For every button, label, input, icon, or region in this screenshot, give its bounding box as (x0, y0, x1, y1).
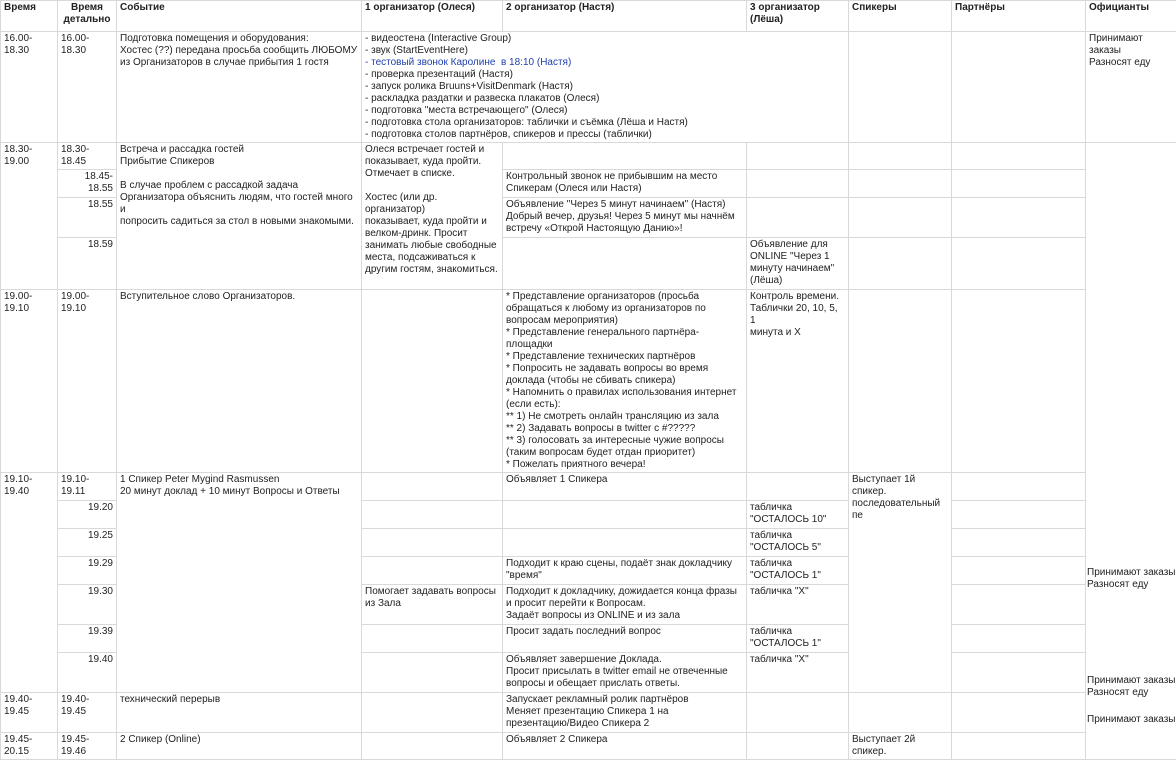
cell-org3[interactable]: табличка "ОСТАЛОСЬ 1" (747, 625, 849, 653)
waiters-note-block5: Принимают заказы Разносят еду (1087, 675, 1175, 699)
cell-org3[interactable]: Объявление для ONLINE "Через 1 минуту начинаем" (Лёша) (747, 238, 849, 290)
header-waiters[interactable]: Официанты (1086, 1, 1176, 32)
cell-org1[interactable] (362, 733, 503, 760)
cell-partners[interactable] (952, 170, 1086, 198)
cell-event[interactable]: Подготовка помещения и оборудования: Хостес (??) передана просьба сообщить ЛЮБОМУ из Организаторов в случае прибытия 1 гостя (117, 32, 362, 143)
org-tasks-b: - проверка презентаций (Настя) - запуск ролика Bruuns+VisitDenmark (Настя) - раскладка раздатки и развеска плакатов (Олеся) - подготовка "места встречающего" (Олеся) - подготовка стола организаторов: таблички и съёмка (Лёша и Настя) - подготовка столов партнёров, спикеров и прессы (таблички) (365, 69, 688, 140)
cell-org1[interactable] (362, 625, 503, 653)
cell-org2[interactable]: Подходит к докладчику, дожидается конца фразы и просит перейти к Вопросам. Задаёт вопросы из ONLINE и из зала (503, 585, 747, 625)
cell-org2[interactable]: Просит задать последний вопрос (503, 625, 747, 653)
cell-org1[interactable] (362, 501, 503, 529)
waiters-note-block4: Принимают заказы Разносят еду (1087, 567, 1175, 591)
cell-org3[interactable]: табличка "Х" (747, 653, 849, 693)
cell-partners[interactable] (952, 585, 1086, 625)
cell-org2[interactable]: Объявляет завершение Доклада. Просит присылать в twitter email не отвеченные вопросы и обещает прислать ответы. (503, 653, 747, 693)
cell-org3[interactable]: Контроль времени. Таблички 20, 10, 5, 1 минута и Х (747, 290, 849, 473)
cell-org2[interactable] (503, 501, 747, 529)
cell-time[interactable]: 18.30-19.00 (1, 143, 58, 290)
cell-org3[interactable] (747, 733, 849, 760)
cell-org2[interactable]: Контрольный звонок не прибывшим на место Спикерам (Олеся или Настя) (503, 170, 747, 198)
cell-org1[interactable] (362, 653, 503, 693)
waiters-note-block6: Принимают заказы (1087, 714, 1175, 726)
cell-speakers[interactable] (849, 238, 952, 290)
cell-time-detail[interactable]: 18.59 (58, 238, 117, 290)
cell-org1[interactable]: Помогает задавать вопросы из Зала (362, 585, 503, 625)
cell-time-detail[interactable]: 19.00-19.10 (58, 290, 117, 473)
cell-partners[interactable] (952, 290, 1086, 473)
cell-event[interactable]: 2 Спикер (Online) (117, 733, 362, 760)
cell-org1[interactable]: Олеся встречает гостей и показывает, куда пройти. Отмечает в списке. Хостес (или др. организатор) показывает, куда пройти и велком-дринк. Просит занимать любые свободные места, подсаживаться к другим гостям, знакомиться. (362, 143, 503, 290)
cell-time-detail[interactable]: 19.30 (58, 585, 117, 625)
cell-event[interactable]: Встреча и рассадка гостей Прибытие Спикеров В случае проблем с рассадкой задача Организатора объяснить людям, что гостей много и попросить садиться за стол в новыми знакомыми. (117, 143, 362, 290)
cell-event[interactable]: 1 Спикер Peter Mygind Rasmussen 20 минут доклад + 10 минут Вопросы и Ответы (117, 473, 362, 693)
cell-speakers[interactable]: Выступает 1й спикер. последовательный пе (849, 473, 952, 693)
cell-org1[interactable] (362, 529, 503, 557)
cell-org2[interactable] (503, 238, 747, 290)
cell-org2[interactable]: Объявляет 2 Спикера (503, 733, 747, 760)
cell-partners[interactable] (952, 653, 1086, 693)
cell-org3[interactable]: табличка "ОСТАЛОСЬ 1" (747, 557, 849, 585)
header-org3[interactable]: 3 организатор (Лёша) (747, 1, 849, 32)
cell-org3[interactable] (747, 143, 849, 170)
table-row (1, 733, 1176, 760)
cell-org2[interactable]: Подходит к краю сцены, подаёт знак докладчику "время" (503, 557, 747, 585)
cell-time-detail[interactable]: 19.39 (58, 625, 117, 653)
cell-time[interactable]: 16.00-18.30 (1, 32, 58, 143)
cell-partners[interactable] (952, 32, 1086, 143)
table-row (1, 32, 1176, 143)
table-row (1, 473, 1176, 501)
cell-time[interactable]: 19.00-19.10 (1, 290, 58, 473)
cell-time-detail[interactable]: 18.45-18.55 (58, 170, 117, 198)
cell-time-detail[interactable]: 19.20 (58, 501, 117, 529)
cell-time-detail[interactable]: 19.10-19.11 (58, 473, 117, 501)
cell-org3[interactable] (747, 170, 849, 198)
cell-partners[interactable] (952, 238, 1086, 290)
cell-org2[interactable]: Объявление "Через 5 минут начинаем" (Настя) Добрый вечер, друзья! Через 5 минут мы начнём встречу «Открой Настоящую Данию»! (503, 198, 747, 238)
cell-time[interactable]: 19.40-19.45 (1, 693, 58, 733)
cell-partners[interactable] (952, 473, 1086, 501)
cell-speakers[interactable] (849, 143, 952, 170)
cell-org2[interactable] (503, 143, 747, 170)
cell-time-detail[interactable]: 16.00-18.30 (58, 32, 117, 143)
header-event[interactable]: Событие (117, 1, 362, 32)
header-org1[interactable]: 1 организатор (Олеся) (362, 1, 503, 32)
cell-time[interactable]: 19.10-19.40 (1, 473, 58, 693)
cell-org1[interactable] (362, 473, 503, 501)
header-row (1, 1, 1176, 32)
cell-time-detail[interactable]: 18.55 (58, 198, 117, 238)
cell-org3[interactable]: табличка "Х" (747, 585, 849, 625)
cell-partners[interactable] (952, 625, 1086, 653)
cell-org2[interactable]: * Представление организаторов (просьба обращаться к любому из организаторов по вопросам мероприятия) * Представление генерального партнёра-площадки * Представление технических партнёров * Попросить не задавать вопросы во время доклада (чтобы не сбивать спикера) * Напомнить о правилах использования интернет (если есть): ** 1) Не смотреть онлайн трансляцию из зала ** 2) Задавать вопросы в twitter с #????? ** 3) голосовать за интересные чужие вопросы (таким вопросам будет отдан приоритет) * Пожелать приятного вечера! (503, 290, 747, 473)
cell-speakers[interactable] (849, 170, 952, 198)
header-org2[interactable]: 2 организатор (Настя) (503, 1, 747, 32)
cell-org1[interactable] (362, 290, 503, 473)
cell-time[interactable]: 19.45-20.15 (1, 733, 58, 760)
cell-org-tasks[interactable] (362, 32, 849, 143)
cell-org3[interactable]: табличка "ОСТАЛОСЬ 10" (747, 501, 849, 529)
cell-event[interactable]: Вступительное слово Организаторов. (117, 290, 362, 473)
cell-time-detail[interactable]: 19.29 (58, 557, 117, 585)
cell-partners[interactable] (952, 143, 1086, 170)
cell-waiters[interactable]: Принимают заказы Разносят еду (1086, 32, 1176, 143)
header-partners[interactable]: Партнёры (952, 1, 1086, 32)
org-task-call: - тестовый звонок Каролине в 18:10 (Настя) (365, 57, 571, 68)
cell-waiters[interactable] (1086, 143, 1176, 760)
cell-time-detail[interactable]: 18.30-18.45 (58, 143, 117, 170)
table-row (1, 143, 1176, 170)
cell-speakers[interactable] (849, 32, 952, 143)
header-speakers[interactable]: Спикеры (849, 1, 952, 32)
cell-partners[interactable] (952, 557, 1086, 585)
cell-org2[interactable]: Запускает рекламный ролик партнёров Меняет презентацию Спикера 1 на презентацию/Видео Спикера 2 (503, 693, 747, 733)
cell-org3[interactable] (747, 198, 849, 238)
cell-org3[interactable]: табличка "ОСТАЛОСЬ 5" (747, 529, 849, 557)
cell-org2[interactable]: Объявляет 1 Спикера (503, 473, 747, 501)
cell-time-detail[interactable]: 19.45-19.46 (58, 733, 117, 760)
cell-partners[interactable] (952, 529, 1086, 557)
cell-time-detail[interactable]: 19.40-19.45 (58, 693, 117, 733)
cell-speakers[interactable]: Выступает 2й спикер. (849, 733, 952, 760)
cell-event[interactable]: технический перерыв (117, 693, 362, 733)
cell-partners[interactable] (952, 501, 1086, 529)
header-time[interactable]: Время (1, 1, 58, 32)
cell-time-detail[interactable]: 19.40 (58, 653, 117, 693)
cell-speakers[interactable] (849, 198, 952, 238)
cell-partners[interactable] (952, 733, 1086, 760)
header-time-detail[interactable]: Время детально (58, 1, 117, 32)
org-tasks-a: - видеостена (Interactive Group) - звук (StartEventHere) (365, 33, 511, 56)
cell-speakers[interactable] (849, 290, 952, 473)
table-row (1, 290, 1176, 473)
cell-org3[interactable] (747, 473, 849, 501)
cell-partners[interactable] (952, 198, 1086, 238)
cell-time-detail[interactable]: 19.25 (58, 529, 117, 557)
cell-org2[interactable] (503, 529, 747, 557)
cell-org1[interactable] (362, 557, 503, 585)
